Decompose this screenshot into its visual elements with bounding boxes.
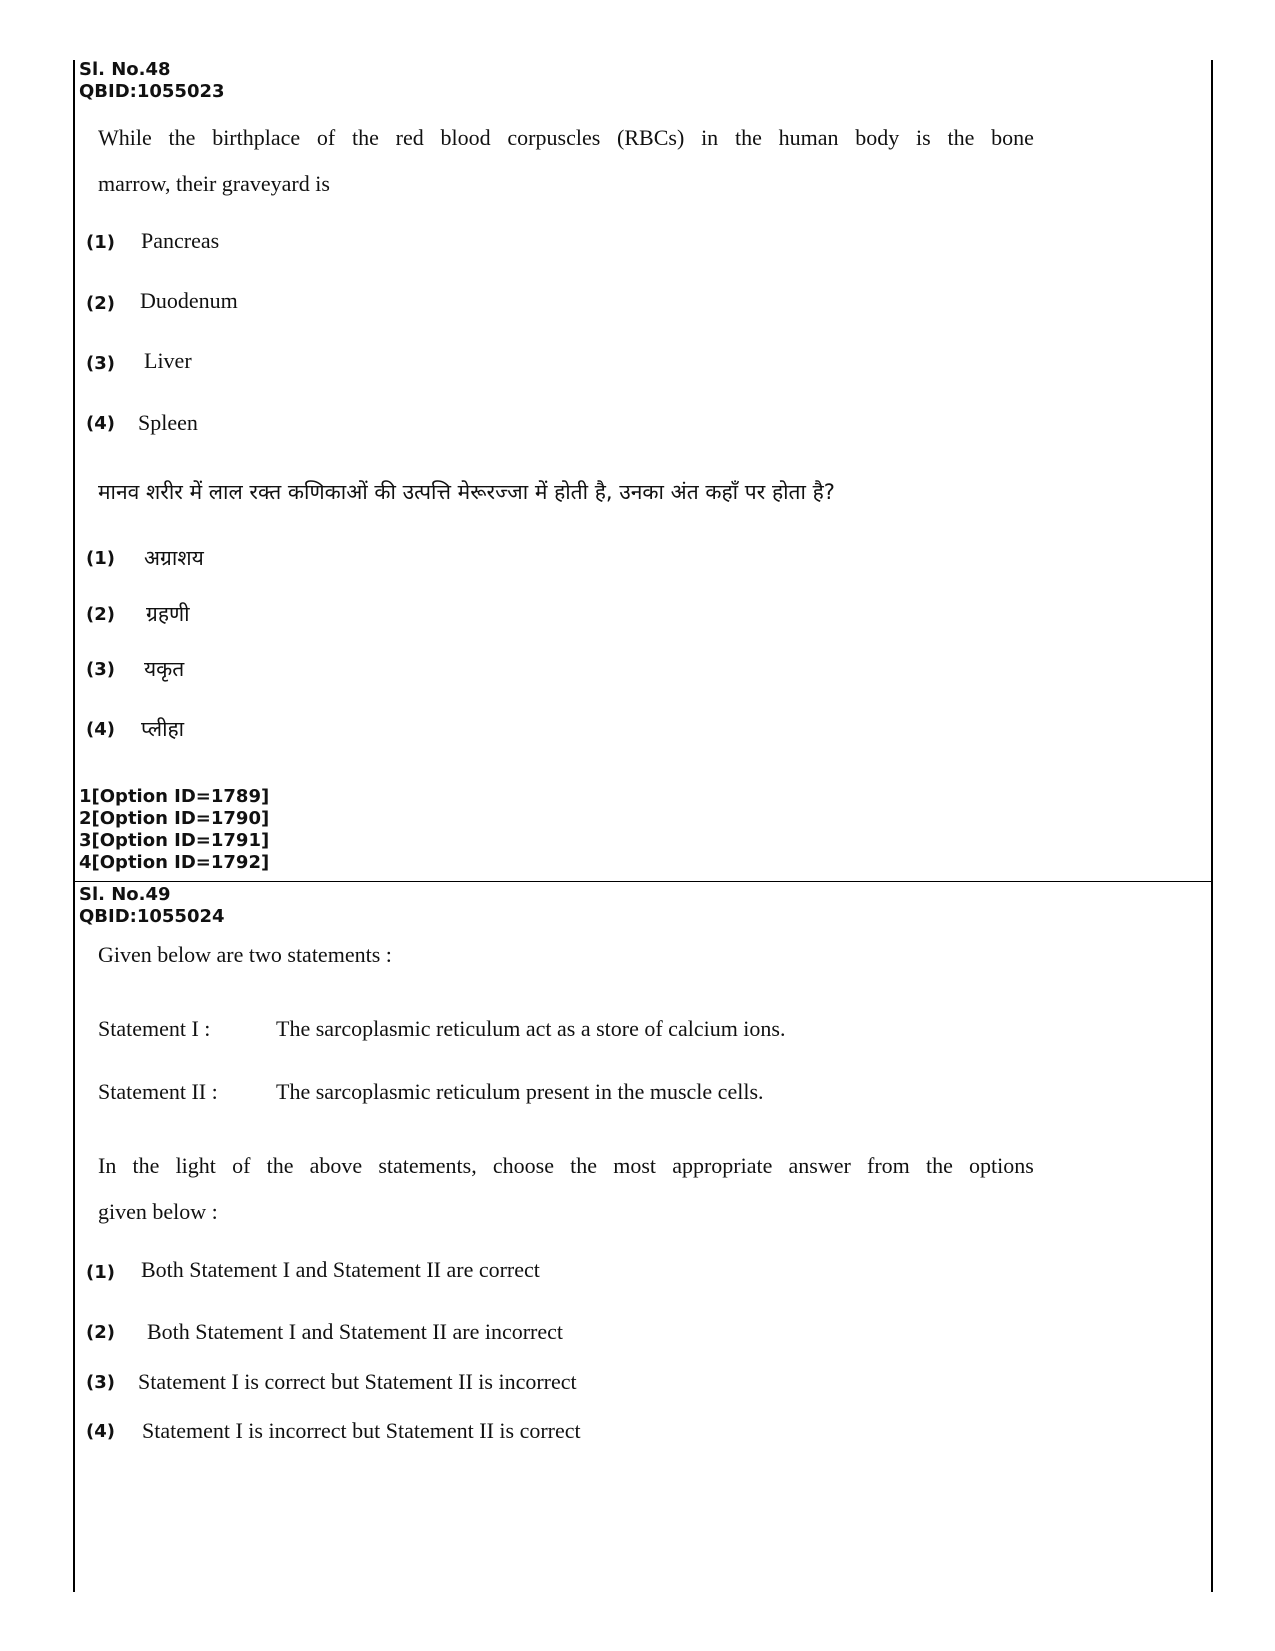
q49-word: answer [788,1153,851,1178]
q48-word: body [855,125,900,150]
q49-option-3-text: Statement I is correct but Statement II is incorrect [138,1369,577,1394]
q48-word: the [352,125,379,150]
q49-option-3-num: (3) [86,1372,115,1393]
q48-option-id-4: 4[Option ID=1792] [79,852,270,873]
q48-question-en-line2: marrow, their graveyard is [98,171,330,196]
q48-option-id-2: 2[Option ID=1790] [79,808,270,829]
question-divider [73,881,1213,882]
q49-word: the [132,1153,160,1178]
q49-qbid: QBID:1055024 [79,906,225,927]
q49-word: appropriate [672,1153,773,1178]
q49-statement-1-label: Statement I : [98,1016,211,1041]
q48-option-id-1: 1[Option ID=1789] [79,786,270,807]
q48-word: red [395,125,424,150]
q49-word: options [969,1153,1034,1178]
q48-option-en-3-text: Liver [144,348,192,373]
q48-word: birthplace [212,125,301,150]
q49-statement-2-text: The sarcoplasmic reticulum present in the muscle cells. [276,1079,764,1104]
q49-word: choose [492,1153,554,1178]
q48-word: human [778,125,839,150]
q49-instruction-line2: given below : [98,1199,218,1224]
q48-word: bone [991,125,1034,150]
q49-statement-1-text: The sarcoplasmic reticulum act as a store of calcium ions. [276,1016,786,1041]
q48-qbid: QBID:1055023 [79,81,225,102]
q48-word: corpuscles [507,125,601,150]
q49-option-1-text: Both Statement I and Statement II are correct [141,1257,540,1282]
q48-word: (RBCs) [617,125,685,150]
q49-word: from [867,1153,910,1178]
q48-word: in [701,125,719,150]
q49-instruction-line1 [98,1153,1034,1179]
q48-word: is [916,125,931,150]
q48-option-en-2-num: (2) [86,293,115,314]
q49-option-1-num: (1) [86,1262,115,1283]
q48-option-en-4-num: (4) [86,413,115,434]
q48-option-en-1-num: (1) [86,232,115,253]
q49-word: the [925,1153,953,1178]
q48-word: the [947,125,975,150]
q49-intro: Given below are two statements : [98,942,392,967]
q49-word: the [570,1153,598,1178]
q48-word: the [734,125,762,150]
q49-word: light [175,1153,216,1178]
q48-option-hi-2-text: ग्रहणी [146,602,190,626]
q49-option-2-num: (2) [86,1322,115,1343]
q48-option-hi-4-num: (4) [86,719,115,740]
q48-option-hi-1-text: अग्राशय [144,546,204,570]
q48-option-hi-4-text: प्लीहा [141,717,185,741]
q49-option-4-text: Statement I is incorrect but Statement II is correct [142,1418,581,1443]
q48-option-en-1-text: Pancreas [141,228,220,253]
q48-word: the [168,125,196,150]
q48-option-en-3-num: (3) [86,353,115,374]
q49-word: In [98,1153,117,1178]
q48-question-hi: मानव शरीर में लाल रक्त कणिकाओं की उत्पत्ति मेरूरज्जा में होती है, उनका अंत कहाँ पर होता है? [98,480,835,504]
q48-question-en-line1 [98,125,1034,151]
q48-option-hi-2-num: (2) [86,604,115,625]
q48-word: blood [440,125,491,150]
q49-option-4-num: (4) [86,1421,115,1442]
q49-word: above [309,1153,363,1178]
q48-word: of [316,125,336,150]
q48-sl-no: Sl. No.48 [79,59,171,80]
q48-option-hi-1-num: (1) [86,548,115,569]
q48-option-en-2-text: Duodenum [140,288,238,313]
q48-option-en-4-text: Spleen [138,410,198,435]
q49-option-2-text: Both Statement I and Statement II are incorrect [147,1319,564,1344]
q49-word: the [266,1153,294,1178]
q48-word: While [98,125,152,150]
q48-option-hi-3-num: (3) [86,659,115,680]
q49-sl-no: Sl. No.49 [79,884,171,905]
q48-option-id-3: 3[Option ID=1791] [79,830,270,851]
q49-statement-2-label: Statement II : [98,1079,218,1104]
q48-option-hi-3-text: यकृत [144,657,185,681]
q49-word: statements, [378,1153,477,1178]
q49-word: of [232,1153,251,1178]
q49-word: most [613,1153,657,1178]
